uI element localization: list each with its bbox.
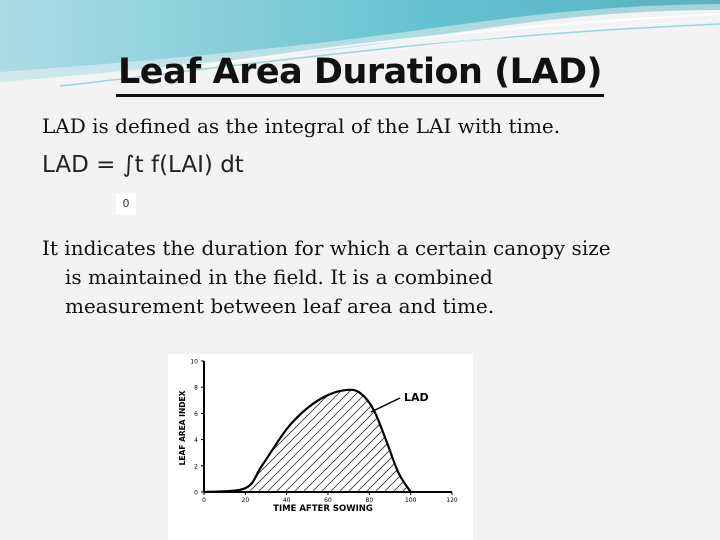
x-tick-label: 60 (324, 497, 332, 504)
x-tick-label: 100 (404, 497, 417, 504)
slide-title (0, 50, 720, 97)
lad-figure (168, 354, 473, 540)
hatch-line (445, 359, 473, 494)
hatch-line (168, 359, 301, 494)
hatch-line (472, 359, 473, 494)
lai-curve (204, 390, 411, 492)
hatch-line (436, 359, 473, 494)
hatch-line (328, 359, 463, 494)
x-tick-label: 40 (282, 497, 291, 504)
hatch-line (274, 359, 409, 494)
x-tick-label: 20 (241, 497, 250, 504)
lad-hatch-area (168, 359, 473, 494)
hatch-line (256, 359, 391, 494)
lad-formula: LAD = ∫t f(LAI) dt (42, 152, 244, 178)
x-tick-label: 0 (202, 497, 206, 504)
hatch-line (400, 359, 473, 494)
lad-chart (168, 354, 473, 540)
integral-lower-limit: 0 (116, 193, 136, 215)
hatch-line (382, 359, 473, 494)
lad-leader-line (371, 398, 400, 412)
hatch-line (463, 359, 473, 494)
hatch-line (418, 359, 473, 494)
y-axis-label: LEAF AREA INDEX (178, 390, 187, 466)
slide-title-text: Leaf Area Duration (LAD) (116, 50, 604, 97)
hatch-line (454, 359, 473, 494)
hatch-line (292, 359, 427, 494)
y-tick-label: 4 (194, 437, 198, 445)
x-tick-label: 120 (446, 497, 458, 504)
hatch-line (247, 359, 382, 494)
hatch-line (355, 359, 473, 494)
hatch-line (391, 359, 473, 494)
hatch-line (310, 359, 445, 494)
hatch-line (229, 359, 364, 494)
hatch-line (427, 359, 473, 494)
hatch-line (409, 359, 473, 494)
lad-annotation: LAD (404, 391, 429, 404)
hatch-line (202, 359, 337, 494)
definition-text: LAD is defined as the integral of the LAI with time. (42, 114, 561, 138)
hatch-line (168, 359, 220, 494)
paragraph-line-1: It indicates the duration for which a certain canopy size (42, 236, 611, 260)
y-tick-label: 2 (194, 463, 198, 471)
x-tick-label: 80 (365, 497, 374, 504)
hatch-line (193, 359, 328, 494)
y-tick-label: 10 (190, 358, 198, 366)
y-tick-label: 8 (194, 384, 198, 392)
hatch-line (337, 359, 472, 494)
hatch-line (168, 359, 175, 494)
hatch-line (373, 359, 473, 494)
paragraph-line-3: measurement between leaf area and time. (65, 294, 495, 318)
hatch-line (346, 359, 473, 494)
hatch-line (301, 359, 436, 494)
paragraph-line-2: is maintained in the field. It is a combined (65, 265, 493, 289)
explanation-paragraph (42, 234, 692, 321)
hatch-line (211, 359, 346, 494)
hatch-line (319, 359, 454, 494)
x-axis-label: TIME AFTER SOWING (273, 504, 373, 514)
y-tick-label: 6 (194, 410, 198, 418)
y-tick-label: 0 (194, 489, 198, 497)
